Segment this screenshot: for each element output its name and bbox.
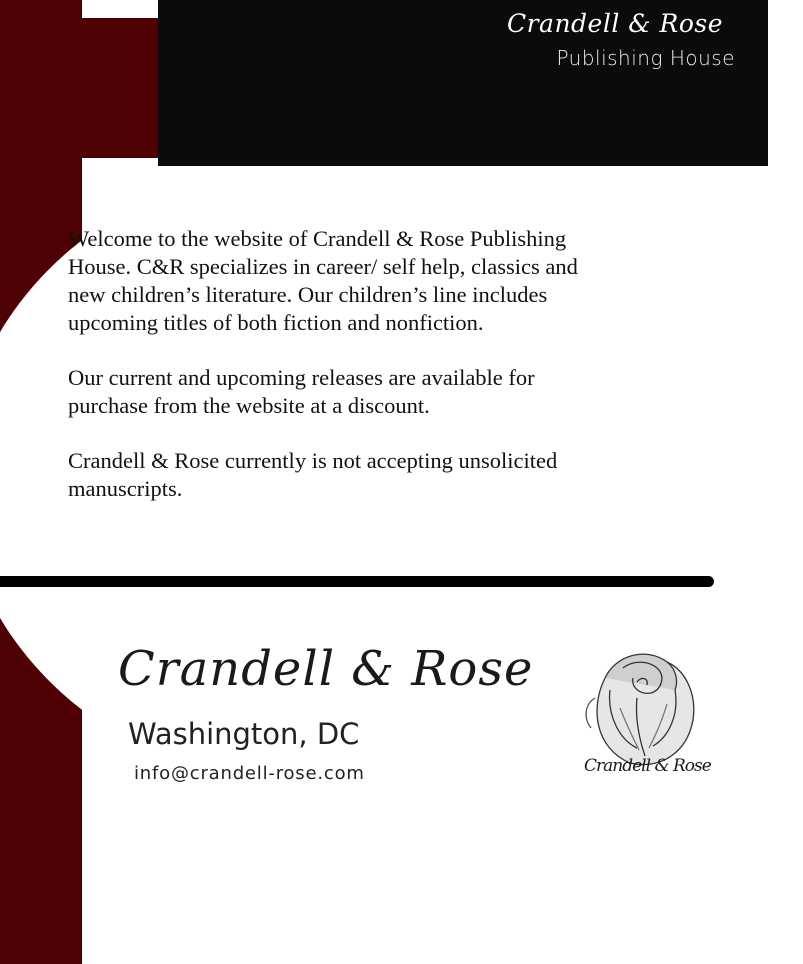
maroon-top-block xyxy=(0,18,160,158)
intro-paragraph-releases: Our current and upcoming releases are available for purchase from the website at a discount. xyxy=(68,365,535,418)
header-subtitle: Publishing House xyxy=(556,46,735,70)
header-banner xyxy=(158,0,768,166)
intro-paragraph-manuscripts: Crandell & Rose currently is not accepting unsolicited manuscripts. xyxy=(68,448,558,501)
section-divider xyxy=(0,576,714,587)
intro-paragraph-welcome: Welcome to the website of Crandell & Rose Publishing House. C&R specializes in career/ self help, classics and new children’s literature. Our children’s line includes upcoming titles of both fiction and nonfiction. xyxy=(68,226,578,335)
intro-text xyxy=(68,225,588,530)
contact-email: info@crandell-rose.com xyxy=(134,763,365,784)
header-title: Crandell & Rose xyxy=(506,9,723,38)
brand-name: Crandell & Rose xyxy=(118,641,534,697)
brand-city: Washington, DC xyxy=(128,717,360,751)
rose-logo-caption: Crandell & Rose xyxy=(584,756,711,776)
